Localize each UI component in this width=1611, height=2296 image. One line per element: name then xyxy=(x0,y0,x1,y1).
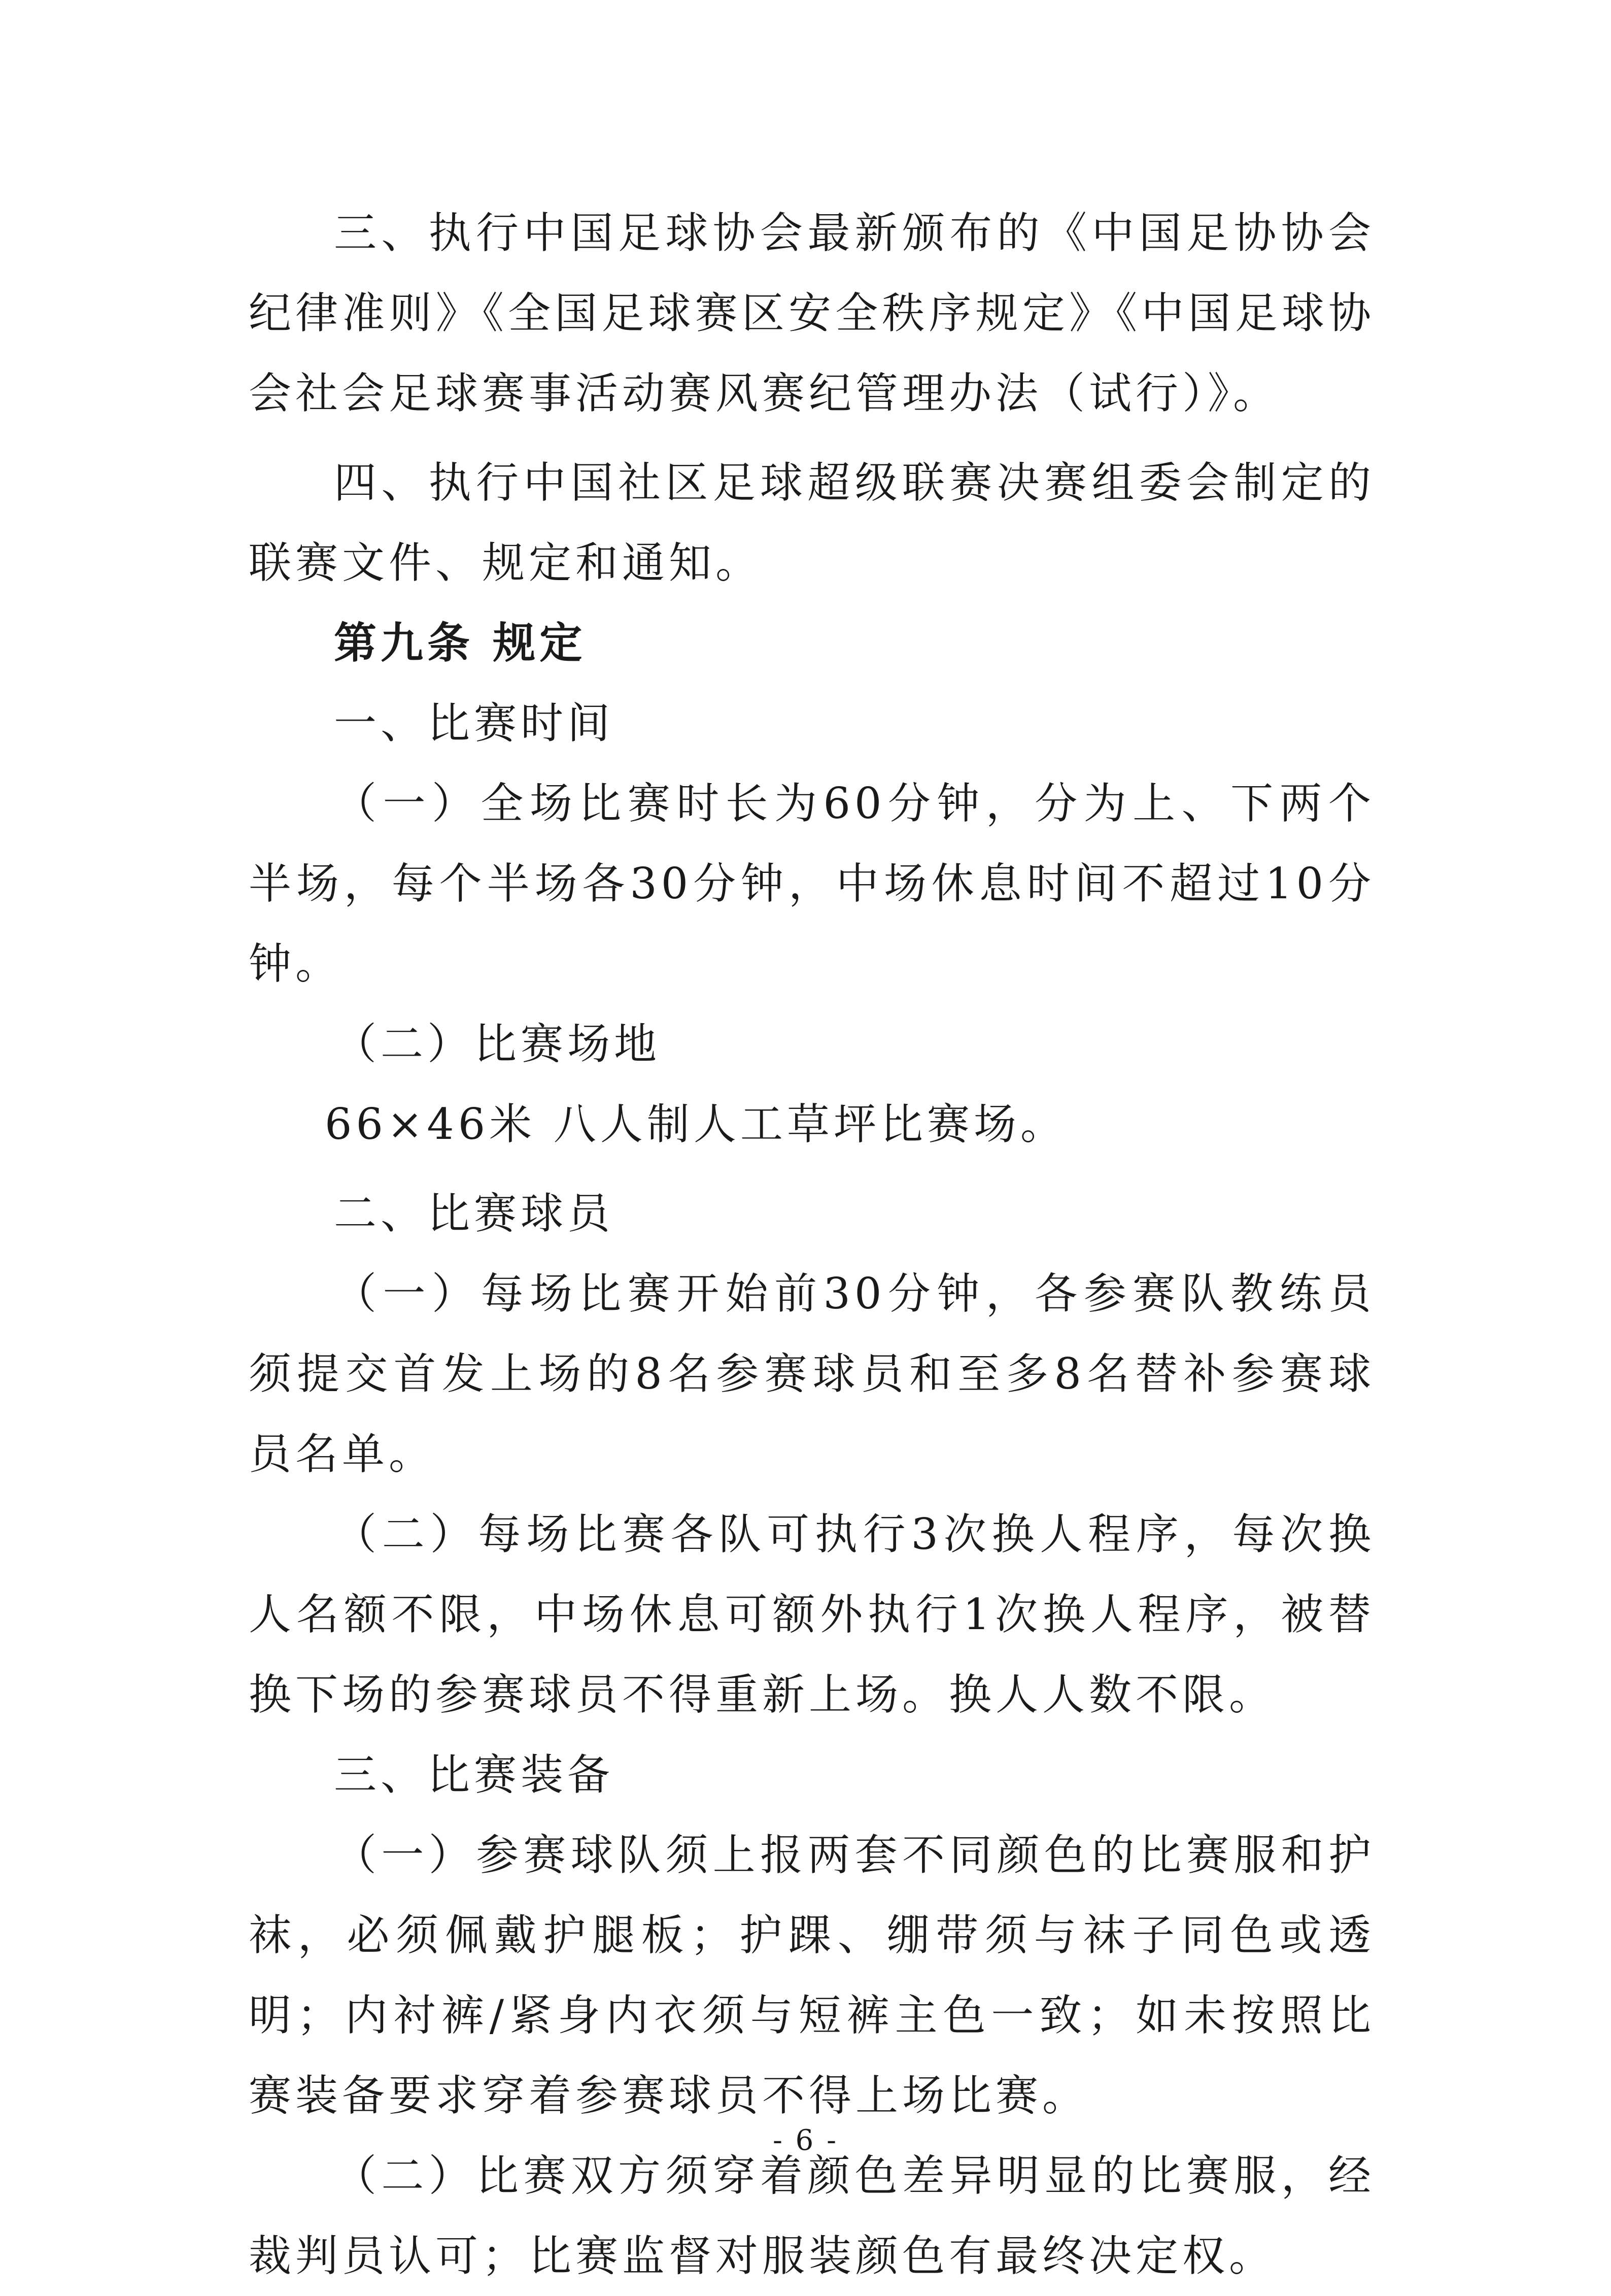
section-match-equipment-heading: 三、比赛装备 xyxy=(334,1750,614,1800)
paragraph-kit-requirements: （一）参赛球队须上报两套不同颜色的比赛服和护袜，必须佩戴护腿板；护踝、绷带须与袜子同色或透明；内衬裤/紧身内衣须与短裤主色一致；如未按照比赛装备要求穿着参赛球员不得上场比赛。 xyxy=(249,1830,1375,2120)
paragraph-match-duration: （一）全场比赛时长为60分钟，分为上、下两个半场，每个半场各30分钟，中场休息时间不超过10分钟。 xyxy=(249,779,1375,989)
paragraph-substitution: （二）每场比赛各队可执行3次换人程序，每次换人名额不限，中场休息可额外执行1次换人程序，被替换下场的参赛球员不得重新上场。换人人数不限。 xyxy=(249,1509,1375,1719)
document-body xyxy=(249,193,1375,2296)
paragraph-venue-size: 66×46米 八人制人工草坪比赛场。 xyxy=(325,1099,1067,1149)
paragraph-regulation-four: 四、执行中国社区足球超级联赛决赛组委会制定的联赛文件、规定和通知。 xyxy=(249,458,1375,588)
paragraph-kit-color: （二）比赛双方须穿着颜色差异明显的比赛服，经裁判员认可；比赛监督对服装颜色有最终决定权。 xyxy=(249,2151,1375,2281)
page-number: - 6 - xyxy=(772,2124,839,2157)
paragraph-player-list: （一）每场比赛开始前30分钟，各参赛队教练员须提交首发上场的8名参赛球员和至多8名替补参赛球员名单。 xyxy=(249,1269,1375,1479)
section-match-time-heading: 一、比赛时间 xyxy=(334,698,614,748)
paragraph-regulation-three: 三、执行中国足球协会最新颁布的《中国足协协会纪律准则》《全国足球赛区安全秩序规定》《中国足球协会社会足球赛事活动赛风赛纪管理办法（试行）》。 xyxy=(249,208,1375,418)
article-nine-heading: 第九条 规定 xyxy=(334,618,587,668)
section-match-players-heading: 二、比赛球员 xyxy=(334,1189,614,1238)
subsection-match-venue-heading: （二）比赛场地 xyxy=(334,1019,661,1069)
